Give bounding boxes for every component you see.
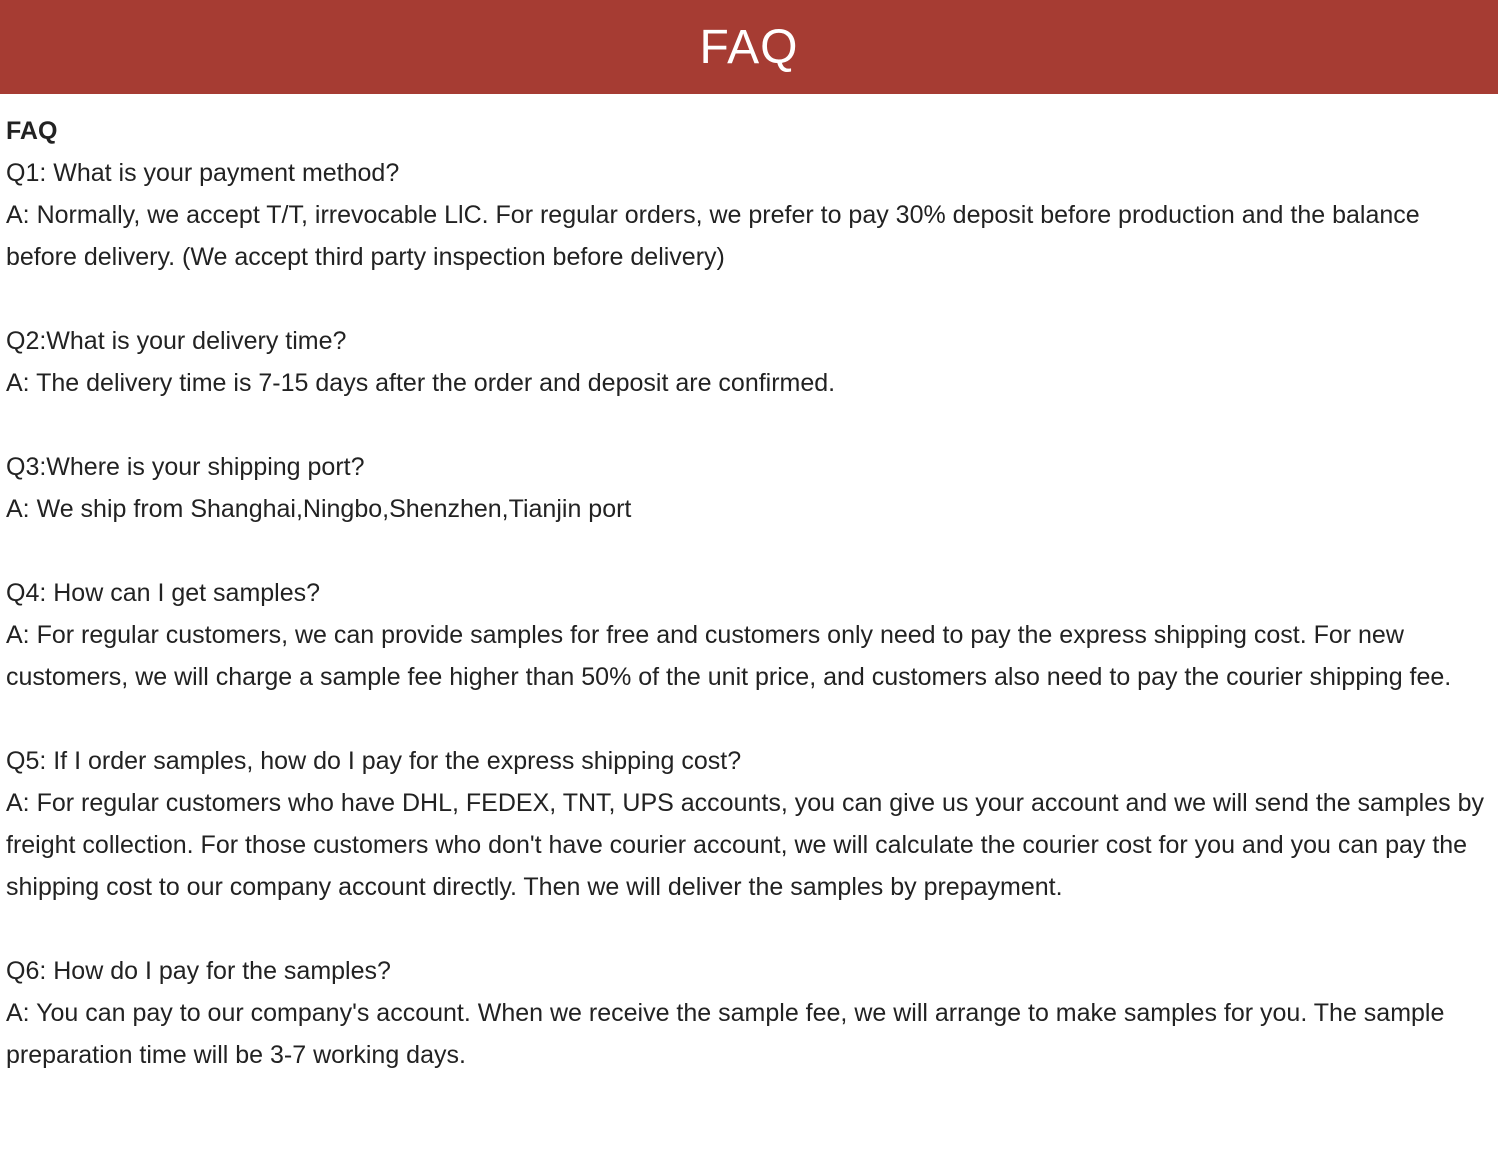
faq-question: Q2:What is your delivery time? [6, 327, 347, 355]
faq-item-6 [6, 950, 1488, 1076]
faq-question: Q3:Where is your shipping port? [6, 453, 365, 481]
faq-answer: A: For regular customers who have DHL, FEDEX, TNT, UPS accounts, you can give us your account and we will send the samples by freight collection. For those customers who don't have courier account, we will calculate the courier cost for you and you can pay the shipping cost to our company account directly. Then we will deliver the samples by prepayment. [6, 789, 1484, 901]
faq-answer: A: You can pay to our company's account. When we receive the sample fee, we will arrange to make samples for you. The sample preparation time will be 3-7 working days. [6, 999, 1445, 1069]
faq-question: Q1: What is your payment method? [6, 159, 400, 187]
faq-banner [0, 0, 1498, 94]
faq-answer: A: We ship from Shanghai,Ningbo,Shenzhen,Tianjin port [6, 495, 632, 523]
faq-question: Q6: How do I pay for the samples? [6, 957, 391, 985]
faq-content [0, 94, 1498, 1076]
faq-item-2 [6, 320, 1488, 404]
faq-item-4 [6, 572, 1488, 698]
faq-heading: FAQ [6, 117, 58, 145]
faq-item-3 [6, 446, 1488, 530]
faq-answer: A: For regular customers, we can provide samples for free and customers only need to pay the express shipping cost. For new customers, we will charge a sample fee higher than 50% of the unit price, and customers also need to pay the courier shipping fee. [6, 621, 1452, 691]
faq-question: Q4: How can I get samples? [6, 579, 321, 607]
faq-answer: A: Normally, we accept T/T, irrevocable LlC. For regular orders, we prefer to pay 30% deposit before production and the balance before delivery. (We accept third party inspection before delivery) [6, 201, 1420, 271]
faq-item-5 [6, 740, 1488, 908]
faq-item-1 [6, 152, 1488, 278]
banner-title: FAQ [699, 20, 799, 74]
faq-question: Q5: If I order samples, how do I pay for the express shipping cost? [6, 747, 742, 775]
faq-answer: A: The delivery time is 7-15 days after the order and deposit are confirmed. [6, 369, 836, 397]
